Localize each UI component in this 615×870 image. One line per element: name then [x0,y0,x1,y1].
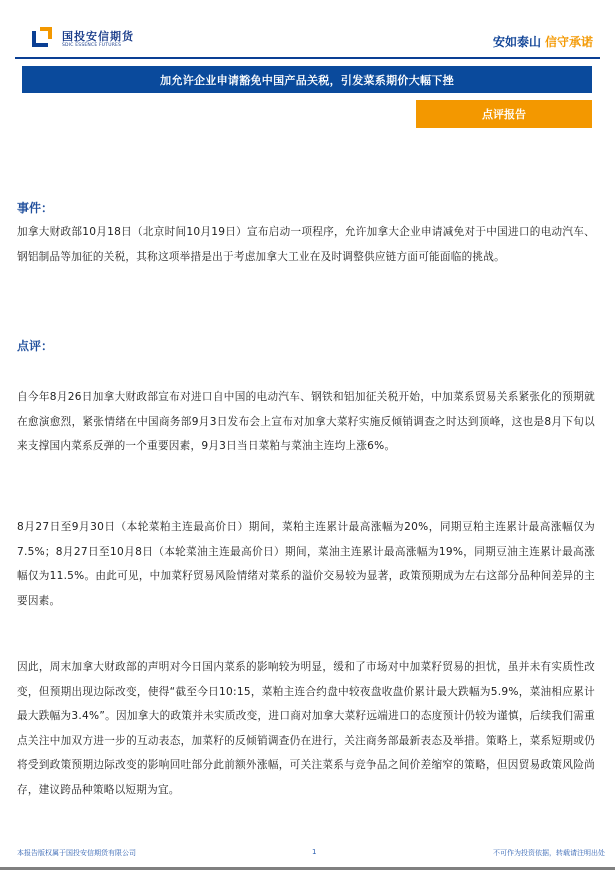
comment-paragraph-2: 8月27日至9月30日（本轮菜粕主连最高价日）期间，菜粕主连累计最高涨幅为20%，同期豆粕主连累计最高涨幅仅为7.5%；8月27日至10月8日（本轮菜油主连最高价日）期间，菜油主连累计最高涨幅为19%，同期豆油主连累计最高涨幅仅为11.5%。由此可见，中加菜籽贸易风险情绪对菜系的溢价交易较为显著，政策预期成为左右这部分品种间差异的主要因素。 [17,521,595,607]
slogan [493,33,593,50]
header-divider [15,57,600,59]
brand-name-en: SDIC ESSENCE FUTURES [62,43,122,48]
report-title: 加允许企业申请豁免中国产品关税，引发菜系期价大幅下挫 [22,66,592,93]
event-paragraph: 加拿大财政部10月18日（北京时间10月19日）宣布启动一项程序，允许加拿大企业申请减免对于中国进口的电动汽车、钢铝制品等加征的关税，其称这项举措是出于考虑加拿大工业在及时调整供应链方面可能面临的挑战。 [17,226,595,263]
comment-paragraph-3: 因此，周末加拿大财政部的声明对今日国内菜系的影响较为明显，缓和了市场对中加菜籽贸易的担忧，虽并未有实质性改变，但预期出现边际改变，使得“截至今日10:15，菜粕主连合约盘中较夜盘收盘价累计最大跌幅为5.9%，菜油相应累计最大跌幅为3.4%”。因加拿大的政策并未实质改变，进口商对加拿大菜籽远端进口的态度预计仍较为谨慎，后续我们需重点关注中加双方进一步的互动表态，加菜籽的反倾销调查仍在进行，关注商务部最新表态及举措。策略上，菜系短期或仍将受到政策预期边际改变的影响回吐部分此前额外涨幅，可关注菜系与竞争品之间价差缩窄的策略，但因贸易政策风险尚存，建议跨品种策略以短期为宜。 [17,661,595,796]
brand-name-cn: 国投安信期货 [62,30,134,43]
footer-disclaimer: 不可作为投资依据，转载请注明出处 [493,849,605,857]
section-heading-comment: 点评： [17,339,54,353]
report-type-badge: 点评报告 [416,100,592,128]
sdic-logo-icon [32,27,52,47]
comment-paragraph-1: 自今年8月26日加拿大财政部宣布对进口自中国的电动汽车、钢铁和铝加征关税开始，中加菜系贸易关系紧张化的预期就在愈演愈烈，紧张情绪在中国商务部9月3日发布会上宣布对加拿大菜籽实施反倾销调查之时达到顶峰，这也是8月下旬以来支撑国内菜系反弹的一个重要因素，9月3日当日菜粕与菜油主连均上涨6%。 [17,391,595,452]
page-number: 1 [312,848,317,856]
slogan-part2: 信守承诺 [544,35,593,49]
slogan-part1: 安如泰山 [492,35,541,49]
footer-copyright: 本报告版权属于国投安信期货有限公司 [17,849,136,857]
section-heading-event: 事件： [17,201,54,215]
logo-blue-bracket [32,31,48,47]
